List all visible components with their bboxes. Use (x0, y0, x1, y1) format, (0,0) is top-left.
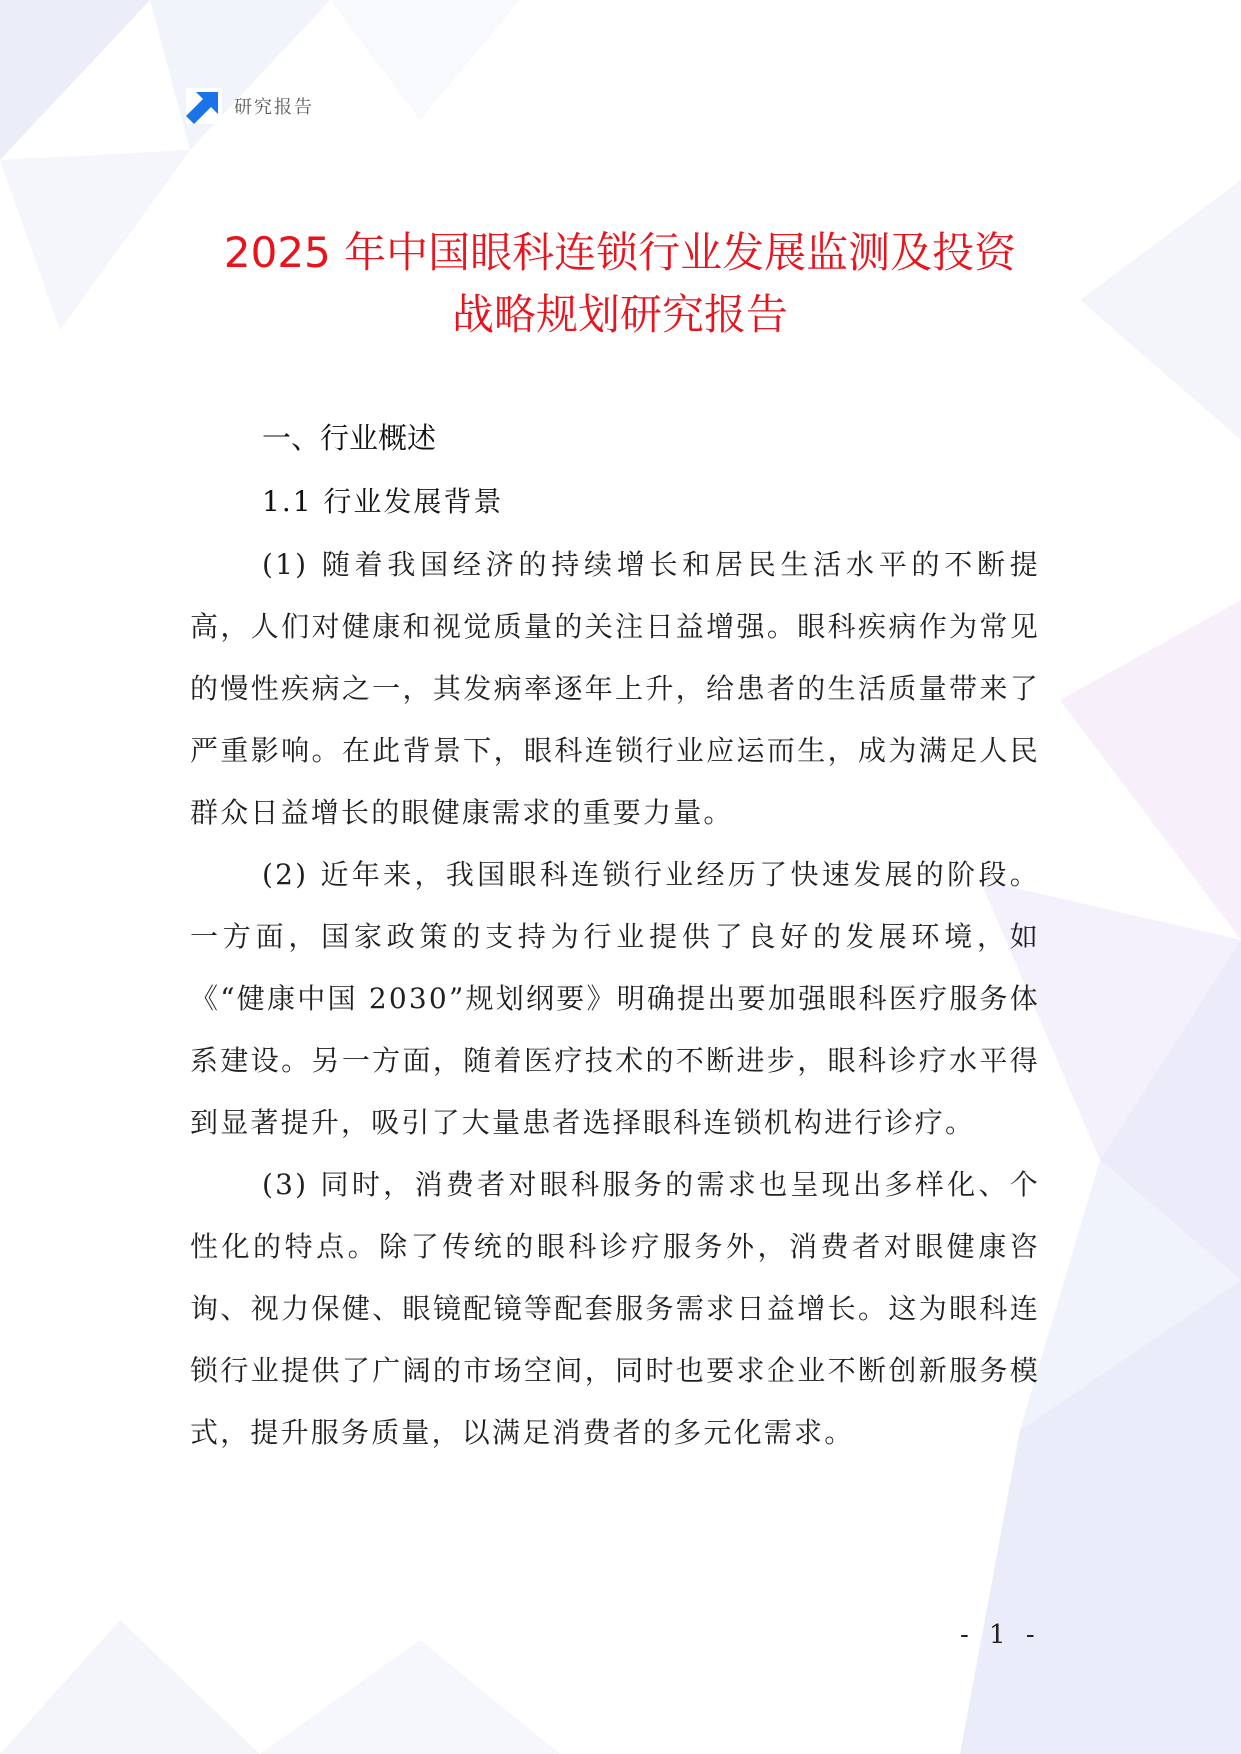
title-line-2: 战略规划研究报告 (451, 290, 788, 339)
background-decoration-bottom-left (0, 1480, 700, 1754)
title-line-1: 2025 年中国眼科连锁行业发展监测及投资 (223, 228, 1017, 277)
section-heading: 一、行业概述 (262, 421, 437, 455)
paragraph-1: (1) 随着我国经济的持续增长和居民生活水平的不断提高，人们对健康和视觉质量的关注日益增强。眼科疾病作为常见的慢性疾病之一，其发病率逐年上升，给患者的生活质量带来了严重影响。在此背景下，眼科连锁行业应运而生，成为满足人民群众日益增长的眼健康需求的重要力量。 (190, 548, 1040, 829)
subsection-heading: 1.1 行业发展背景 (262, 485, 504, 518)
report-header (186, 88, 314, 124)
arrow-up-right-icon (186, 88, 222, 124)
header-label: 研究报告 (234, 97, 314, 118)
paragraph-3: (3) 同时，消费者对眼科服务的需求也呈现出多样化、个性化的特点。除了传统的眼科诊疗服务外，消费者对眼健康咨询、视力保健、眼镜配镜等配套服务需求日益增长。这为眼科连锁行业提供了广阔的市场空间，同时也要求企业不断创新服务模式，提升服务质量，以满足消费者的多元化需求。 (190, 1168, 1040, 1449)
report-title (140, 222, 1100, 346)
page-number: - 1 - (960, 1620, 1041, 1650)
body-text (190, 534, 1040, 1464)
paragraph-2: (2) 近年来，我国眼科连锁行业经历了快速发展的阶段。一方面，国家政策的支持为行业提供了良好的发展环境，如《“健康中国 2030”规划纲要》明确提出要加强眼科医疗服务体系建设。另一方面，随着医疗技术的不断进步，眼科诊疗水平得到显著提升，吸引了大量患者选择眼科连锁机构进行诊疗。 (190, 858, 1040, 1139)
